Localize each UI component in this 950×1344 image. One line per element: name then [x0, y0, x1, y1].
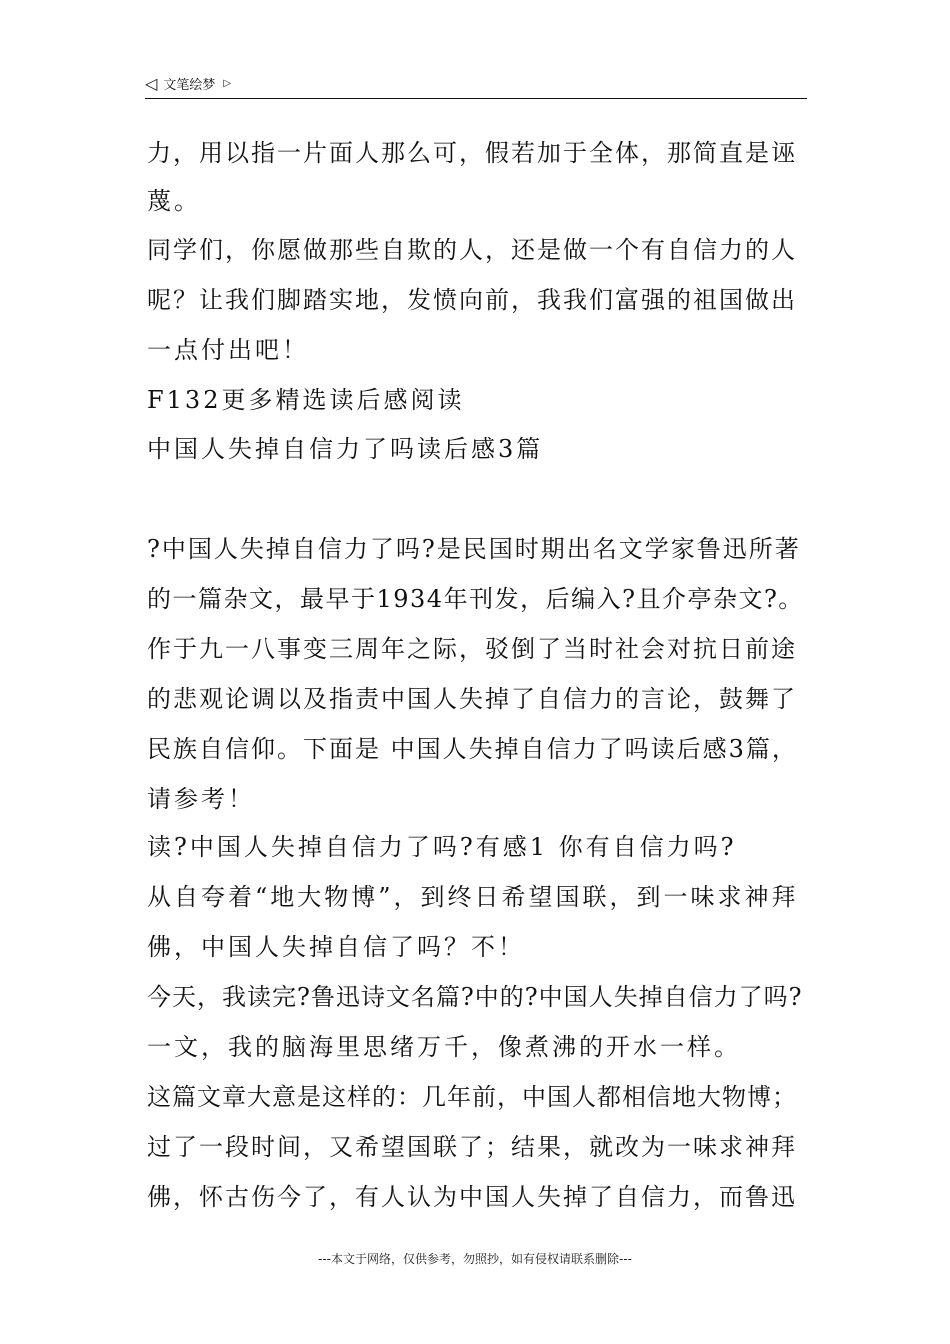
- article-title: 中国人失掉自信力了吗读后感3篇: [147, 435, 544, 463]
- body-line: 一文，我的脑海里思绪万千，像煮沸的开水一样。: [147, 1033, 741, 1061]
- header-brand: [145, 74, 231, 93]
- header-title: 文笔绘梦: [163, 78, 216, 93]
- body-line: 民族自信仰。下面是 中国人失掉自信力了吗读后感3篇，: [147, 735, 798, 763]
- body-line: 的一篇杂文，最早于1934年刊发，后编入?且介亭杂文?。: [147, 585, 804, 613]
- footer-disclaimer: ---本文于网络，仅供参考，勿照抄，如有侵权请联系删除---: [318, 1252, 632, 1266]
- body-line: 这篇文章大意是这样的：几年前，中国人都相信地大物博；: [147, 1083, 797, 1111]
- body-line: 的悲观论调以及指责中国人失掉了自信力的言论，鼓舞了: [147, 685, 797, 713]
- body-line: ?中国人失掉自信力了吗?是民国时期出名文学家鲁迅所著: [147, 535, 801, 563]
- body-line: 佛，中国人失掉自信了吗？不！: [147, 933, 525, 961]
- section-heading: 读?中国人失掉自信力了吗?有感1 你有自信力吗?: [147, 833, 737, 861]
- body-line: 同学们，你愿做那些自欺的人，还是做一个有自信力的人: [147, 236, 797, 264]
- triangle-right-icon: ▷: [223, 77, 232, 89]
- triangle-left-icon: ◁: [145, 73, 158, 93]
- page-header: [145, 72, 807, 99]
- body-line: 请参考！: [147, 785, 255, 813]
- body-line: 过了一段时间，又希望国联了；结果，就改为一味求神拜: [147, 1133, 797, 1161]
- body-line: 呢？让我们脚踏实地，发愤向前，我我们富强的祖国做出: [147, 286, 797, 314]
- section-link-more: F132更多精选读后感阅读: [147, 386, 465, 414]
- body-line: 力，用以指一片面人那么可，假若加于全体，那简直是诬: [147, 139, 797, 167]
- body-line: 佛，怀古伤今了，有人认为中国人失掉了自信力，而鲁迅: [147, 1183, 797, 1211]
- body-line: 作于九一八事变三周年之际，驳倒了当时社会对抗日前途: [147, 635, 797, 663]
- body-line: 蔑。: [147, 187, 201, 215]
- body-line: 今天，我读完?鲁迅诗文名篇?中的?中国人失掉自信力了吗?: [147, 983, 803, 1011]
- body-line: 一点付出吧！: [147, 336, 309, 364]
- body-line: 从自夸着“地大物博”，到终日希望国联，到一味求神拜: [147, 883, 799, 911]
